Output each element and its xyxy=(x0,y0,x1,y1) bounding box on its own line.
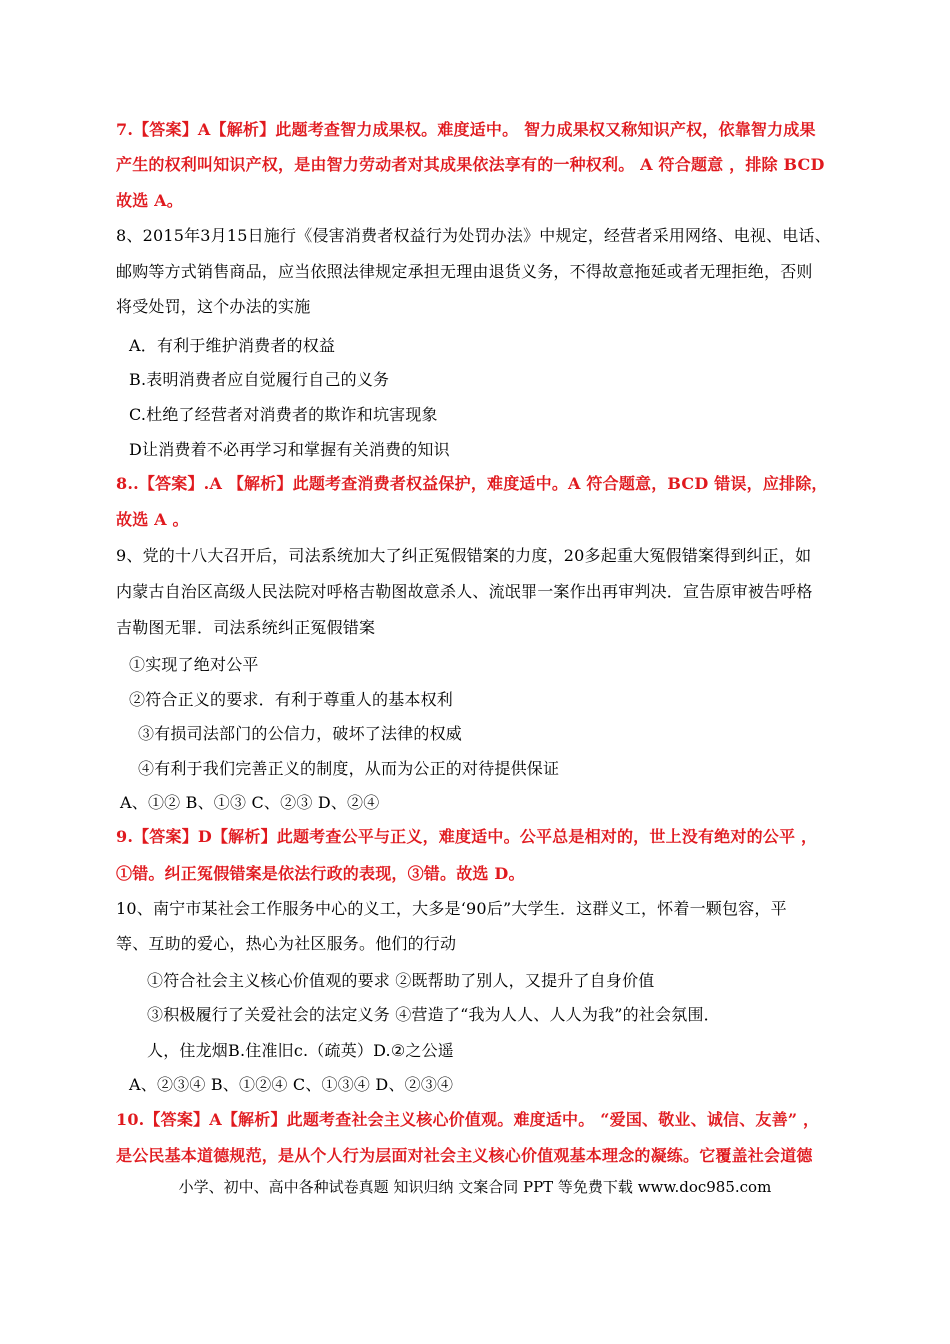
question-9-item-4: ④有利于我们完善正义的制度，从而为公正的对待提供保证 xyxy=(138,759,560,778)
answer-7-line-3: 故选 A。 xyxy=(116,191,183,210)
question-9-item-3: ③有损司法部门的公信力，破坏了法律的权威 xyxy=(138,724,463,743)
answer-8-line-2: 故选 A 。 xyxy=(116,510,189,529)
page-footer: 小学、初中、高中各种试卷真题 知识归纳 文案合同 PPT 等免费下载 www.doc985.com xyxy=(178,1178,772,1196)
answer-9-line-2: ①错。纠正冤假错案是依法行政的表现，③错。故选 D。 xyxy=(116,864,525,883)
question-8-line-2: 邮购等方式销售商品，应当依照法律规定承担无理由退货义务，不得故意拖延或者无理拒绝，否则 xyxy=(116,262,813,281)
question-9-item-1: ①实现了绝对公平 xyxy=(129,655,259,674)
question-8-option-d: D让消费着不必再学习和掌握有关消费的知识 xyxy=(129,440,450,459)
question-9-item-2: ②符合正义的要求．有利于尊重人的基本权利 xyxy=(129,690,454,709)
answer-7-line-2: 产生的权利叫知识产权，是由智力劳动者对其成果依法享有的一种权利。 A 符合题意 ，排除 BCD xyxy=(116,155,825,174)
question-8-option-b: B.表明消费者应自觉履行自己的义务 xyxy=(129,370,390,389)
question-10-line-2: 等、互助的爱心，热心为社区服务。他们的行动 xyxy=(116,934,457,953)
question-10-items-1-2: ①符合社会主义核心价值观的要求 ②既帮助了别人，又提升了自身价值 xyxy=(147,971,655,990)
question-8-line-3: 将受处罚，这个办法的实施 xyxy=(116,297,311,316)
question-8-line-1: 8、2015年3月15日施行《侵害消费者权益行为处罚办法》中规定，经营者采用网络、电视、电话、 xyxy=(116,226,831,245)
question-9-line-3: 吉勒图无罪．司法系统纠正冤假错案 xyxy=(116,618,376,637)
answer-9-line-1: 9.【答案】D【解析】此题考查公平与正义，难度适中。公平总是相对的，世上没有绝对的公平 ， xyxy=(116,827,818,846)
question-8-option-c: C.杜绝了经营者对消费者的欺诈和坑害现象 xyxy=(129,405,438,424)
question-8-option-a: A．有利于维护消费者的权益 xyxy=(129,336,336,355)
answer-10-line-1: 10.【答案】A【解析】此题考查社会主义核心价值观。难度适中。 “爱国、敬业、诚信、友善” ， xyxy=(116,1110,820,1129)
question-10-line-1: 10、南宁市某社会工作服务中心的义工，大多是‘90后”大学生．这群义工，怀着一颗包容，平 xyxy=(116,899,787,918)
question-9-line-2: 内蒙古自治区高级人民法院对呼格吉勒图故意杀人、流氓罪一案作出再审判决．宣告原审被告呼格 xyxy=(116,582,813,601)
question-9-options: A、①② B、①③ C、②③ D、②④ xyxy=(120,793,380,812)
question-10-garbled-line: 人，住龙烟B.住准旧c.（疏英）D.②之公遥 xyxy=(147,1041,454,1060)
question-10-options: A、②③④ B、①②④ C、①③④ D、②③④ xyxy=(129,1075,454,1094)
answer-7-line-1: 7.【答案】A【解析】此题考查智力成果权。难度适中。 智力成果权又称知识产权，依靠智力成果 xyxy=(116,120,816,139)
answer-8-line-1: 8..【答案】.A 【解析】此题考查消费者权益保护，难度适中。A 符合题意，BCD 错误，应排除， xyxy=(116,474,828,493)
question-9-line-1: 9、党的十八大召开后，司法系统加大了纠正冤假错案的力度，20多起重大冤假错案得到纠正，如 xyxy=(116,546,812,565)
question-10-items-3-4: ③积极履行了关爱社会的法定义务 ④营造了“我为人人、人人为我”的社会氛围． xyxy=(147,1005,720,1024)
answer-10-line-2: 是公民基本道德规范，是从个人行为层面对社会主义核心价值观基本理念的凝练。它覆盖社会道德 xyxy=(116,1146,813,1165)
